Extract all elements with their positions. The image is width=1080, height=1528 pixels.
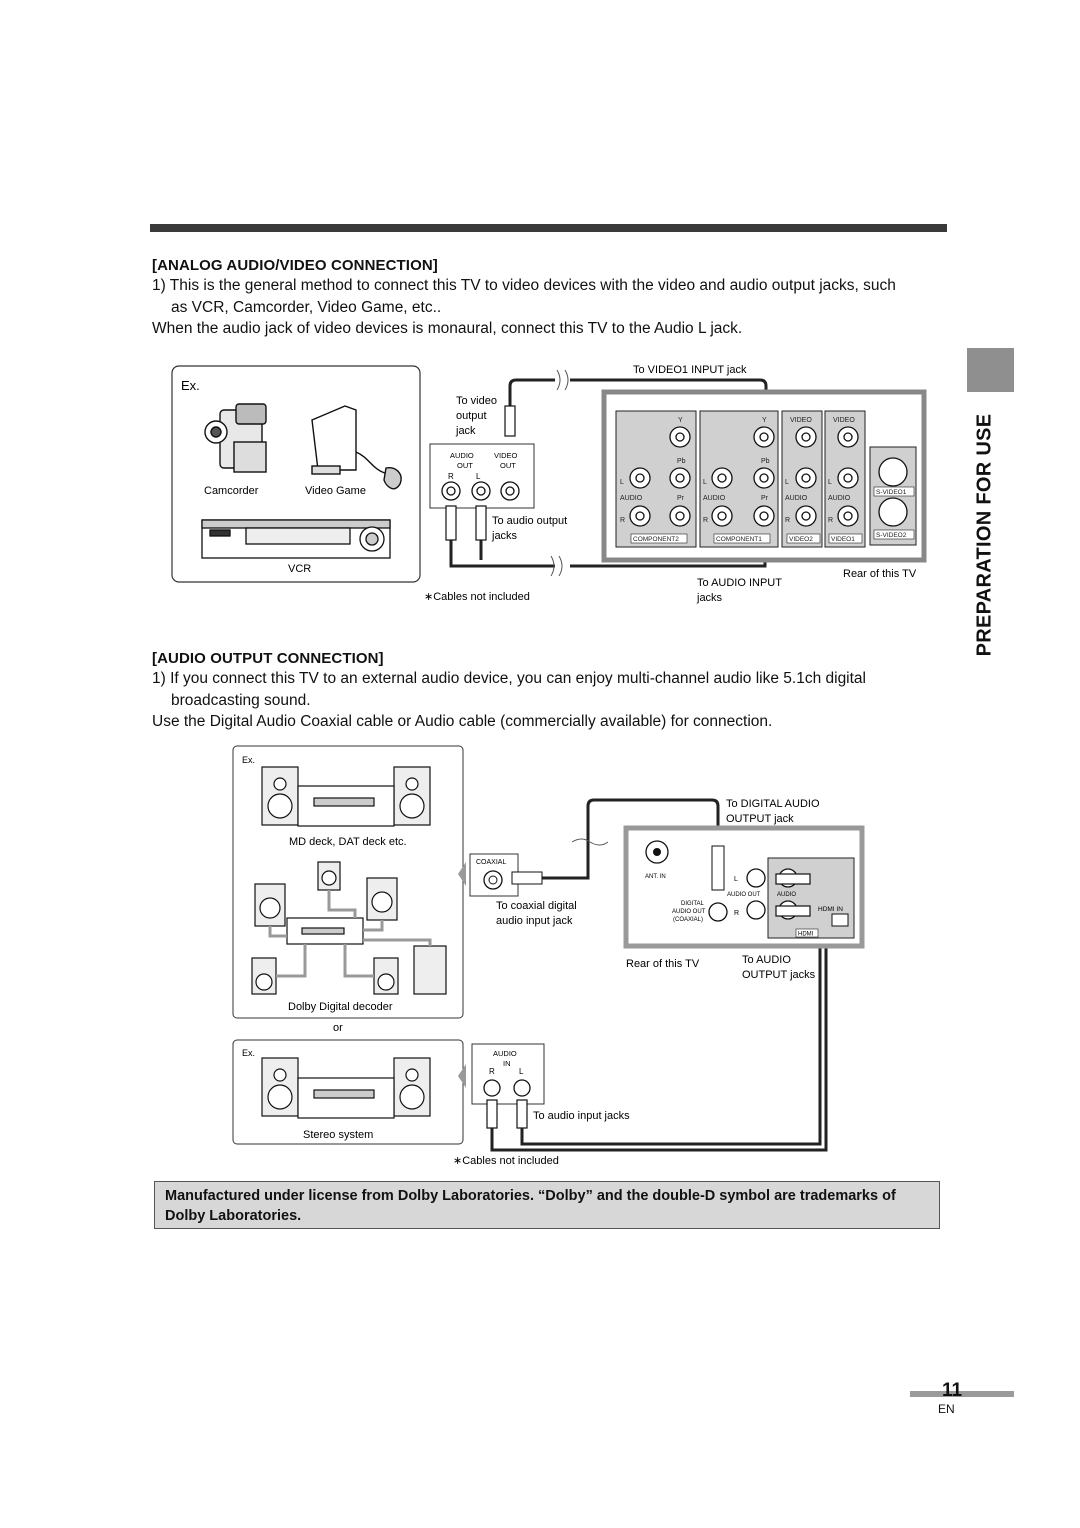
to-video-label-2: output [456,410,487,422]
analog-p1-line1: 1) This is the general method to connect this TV to video devices with the video and audio output jacks, such [152,277,896,294]
pb-label-c2: Pb [677,458,686,465]
ex-label-3: Ex. [242,1048,256,1058]
component1-label: COMPONENT1 [716,536,762,543]
hdmi-in-label: HDMI IN [818,906,843,913]
audio-in-l: L [519,1067,524,1076]
break-symbol-coax [572,839,608,845]
to-audio-output-label-4: OUTPUT jacks [742,969,816,981]
l-c2: L [620,479,624,486]
audio-output-p1-line2: broadcasting sound. [171,692,311,709]
or-label: or [333,1022,343,1034]
ant-in-label: ANT. IN [645,874,666,880]
audio-label-tv2: AUDIO [777,892,797,898]
video-game-label: Video Game [305,485,366,497]
component2-label: COMPONENT2 [633,536,679,543]
svideo2-label: S-VIDEO2 [876,532,907,539]
to-video1-label: To VIDEO1 INPUT jack [633,364,747,376]
l-c1: L [703,479,707,486]
to-coaxial-label-2: audio input jack [496,915,573,927]
rear-of-tv-label-1: Rear of this TV [843,568,917,580]
digital-label-2: AUDIO OUT [672,909,706,915]
audio-output-p1-line1: 1) If you connect this TV to an external audio device, you can enjoy multi-channel audio like 5.1ch digital [152,670,866,687]
audio-label-v1: AUDIO [828,495,851,502]
audio-output-section-title: [AUDIO OUTPUT CONNECTION] [152,650,384,667]
l-label: L [476,472,481,481]
side-tab-marker [967,348,1014,392]
digital-label-3: (COAXIAL) [673,917,704,923]
audio-label-c1: AUDIO [703,495,726,502]
audio-label-v2: AUDIO [785,495,808,502]
out-label-1: OUT [457,461,473,470]
l-v2: L [785,479,789,486]
page-number: 11 [942,1380,963,1401]
y-label-c2: Y [678,417,683,424]
ex-label: Ex. [181,378,200,393]
video-out-label: VIDEO [494,451,518,460]
analog-section-title: [ANALOG AUDIO/VIDEO CONNECTION] [152,257,438,274]
digital-label-1: DIGITAL [681,901,704,907]
audio-output-diagram [228,742,868,1172]
y-label-c1: Y [762,417,767,424]
rear-of-tv-label-2: Rear of this TV [626,958,700,970]
dolby-decoder-label: Dolby Digital decoder [288,1001,393,1013]
audio-in-label-2: IN [503,1059,511,1068]
to-video-label-3: jack [456,425,476,437]
out-label-2: OUT [500,461,516,470]
language-code: EN [938,1402,955,1416]
to-audio-output-label-1: To audio output [492,515,568,527]
tv2-r: R [734,910,740,917]
video1-label: VIDEO1 [831,536,855,543]
cables-note-2: ∗Cables not included [453,1155,559,1167]
side-tab-label: PREPARATION FOR USE [973,413,996,657]
pr-label-c1: Pr [761,495,768,502]
vcr-label: VCR [288,563,312,575]
camcorder-label: Camcorder [204,485,259,497]
dolby-notice: Manufactured under license from Dolby Laboratories. “Dolby” and the double-D symbol are trademarks of Dolby Laboratories. [154,1181,940,1229]
analog-p1-line2: as VCR, Camcorder, Video Game, etc.. [171,299,442,316]
to-coaxial-label-1: To coaxial digital [496,900,577,912]
l-v1: L [828,479,832,486]
audio-output-paragraph-2: Use the Digital Audio Coaxial cable or Audio cable (commercially available) for connection. [152,713,773,730]
audio-out-label: AUDIO OUT [727,892,761,898]
break-symbol-top [557,370,568,390]
to-audio-input-label-1: To AUDIO INPUT [697,577,782,589]
device-jacks [442,482,519,500]
tv2-l: L [734,876,738,883]
ex-label-2: Ex. [242,755,256,765]
r-c2: R [620,517,626,524]
analog-paragraph-1 [152,275,952,319]
to-digital-audio-label-1: To DIGITAL AUDIO [726,798,820,810]
coaxial-plug [512,872,542,884]
digital-audio-plug [712,846,724,890]
analog-connection-diagram [168,358,938,610]
top-rule [150,224,947,232]
r-v1: R [828,517,834,524]
pb-label-c1: Pb [761,458,770,465]
audio-label-c2: AUDIO [620,495,643,502]
to-audio-output-label-3: To AUDIO [742,954,791,966]
coaxial-label: COAXIAL [476,859,507,866]
cables-note-1: ∗Cables not included [424,591,530,603]
to-audio-input-label-2: jacks [697,592,723,604]
to-video-label-1: To video [456,395,497,407]
audio-out-label: AUDIO [450,451,474,460]
audio-in-r: R [489,1067,495,1076]
stereo-system-label: Stereo system [303,1129,374,1141]
video-label-v1: VIDEO [833,417,855,424]
digital-audio-out-jack [709,903,727,921]
audio-in-label-1: AUDIO [493,1049,517,1058]
hdmi-port [832,914,848,926]
pr-label-c2: Pr [677,495,684,502]
vcr-icon [202,520,390,558]
video2-label: VIDEO2 [789,536,813,543]
audio-output-paragraph-1 [152,668,952,712]
hdmi-label: HDMI [798,931,814,938]
r-c1: R [703,517,709,524]
to-audio-input-jacks-label: To audio input jacks [533,1110,630,1122]
md-deck-label: MD deck, DAT deck etc. [289,836,407,848]
r-v2: R [785,517,791,524]
analog-paragraph-2: When the audio jack of video devices is monaural, connect this TV to the Audio L jack. [152,320,743,337]
video-label-v2: VIDEO [790,417,812,424]
svideo1-label: S-VIDEO1 [876,489,907,496]
to-digital-audio-label-2: OUTPUT jack [726,813,794,825]
r-label: R [448,472,454,481]
to-audio-output-label-2: jacks [492,530,518,542]
